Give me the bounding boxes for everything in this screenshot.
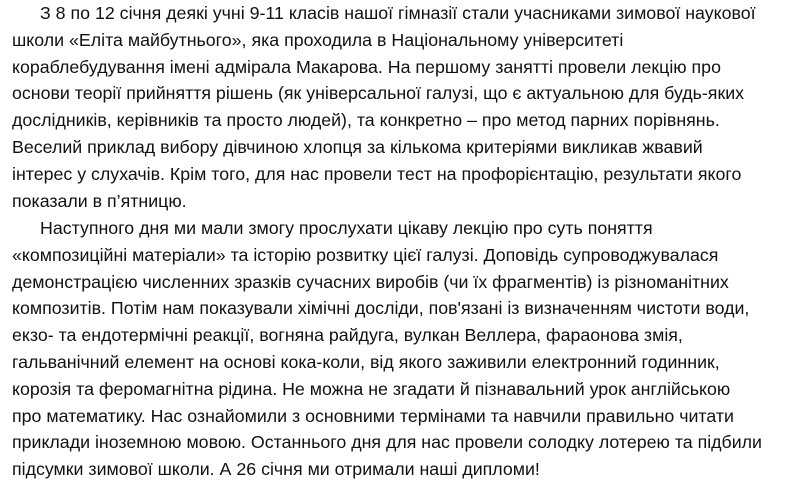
text-line: про математику. Нас ознайомили з основними термінами та навчили правильно читати — [12, 405, 734, 426]
text-line: інтерес у слухачів. Крім того, для нас провели тест на профорієнтацію, результати якого — [12, 163, 742, 184]
text-line: показали в п’ятницю. — [12, 190, 187, 211]
paragraph-next-day — [12, 215, 762, 483]
text-line: школи «Еліта майбутнього», яка проходила в Національному університеті — [12, 29, 624, 50]
text-line: гальванічний елемент на основі кока-коли, від якого заживили електронний годинник, — [12, 351, 720, 372]
text-line: основи теорії прийняття рішень (як універсальної галузі, що є актуальною для будь-яких — [12, 83, 745, 104]
text-line: З 8 по 12 січня деякі учні 9-11 класів нашої гімназії стали учасниками зимової наукової — [40, 3, 756, 23]
text-line: Наступного дня ми мали змогу прослухати цікаву лекцію про суть поняття — [40, 218, 653, 238]
text-line: приклади іноземною мовою. Останнього дня для нас провели солодку лотерею та підбили — [12, 432, 762, 453]
paragraph-winter-school — [12, 0, 756, 214]
text-line: підсумки зимової школи. А 26 січня ми отримали наші дипломи! — [12, 459, 540, 480]
text-line: екзо- та ендотермічні реакції, вогняна райдуга, вулкан Веллера, фараонова змія, — [12, 325, 683, 346]
text-line: кораблебудування імені адмірала Макарова. На першому занятті провели лекцію про — [12, 56, 721, 77]
text-line: «композиційні матеріали» та історію розвитку цієї галузі. Доповідь супроводжувалася — [12, 244, 719, 265]
text-line: Веселий приклад вибору дівчиною хлопця за кількома критеріями викликав жвавий — [12, 136, 703, 157]
text-line: дослідників, керівників та просто людей), та конкретно – про метод парних порівнянь. — [12, 110, 720, 131]
text-line: корозія та феромагнітна рідина. Не можна не згадати й пізнавальний урок англійською — [12, 378, 731, 399]
text-line: композитів. Потім нам показували хімічні досліди, пов'язані із визначенням чистоти води, — [12, 298, 750, 319]
text-line: демонстрацією численних зразків сучасних виробів (чи їх фрагментів) із різноманітних — [12, 271, 729, 292]
